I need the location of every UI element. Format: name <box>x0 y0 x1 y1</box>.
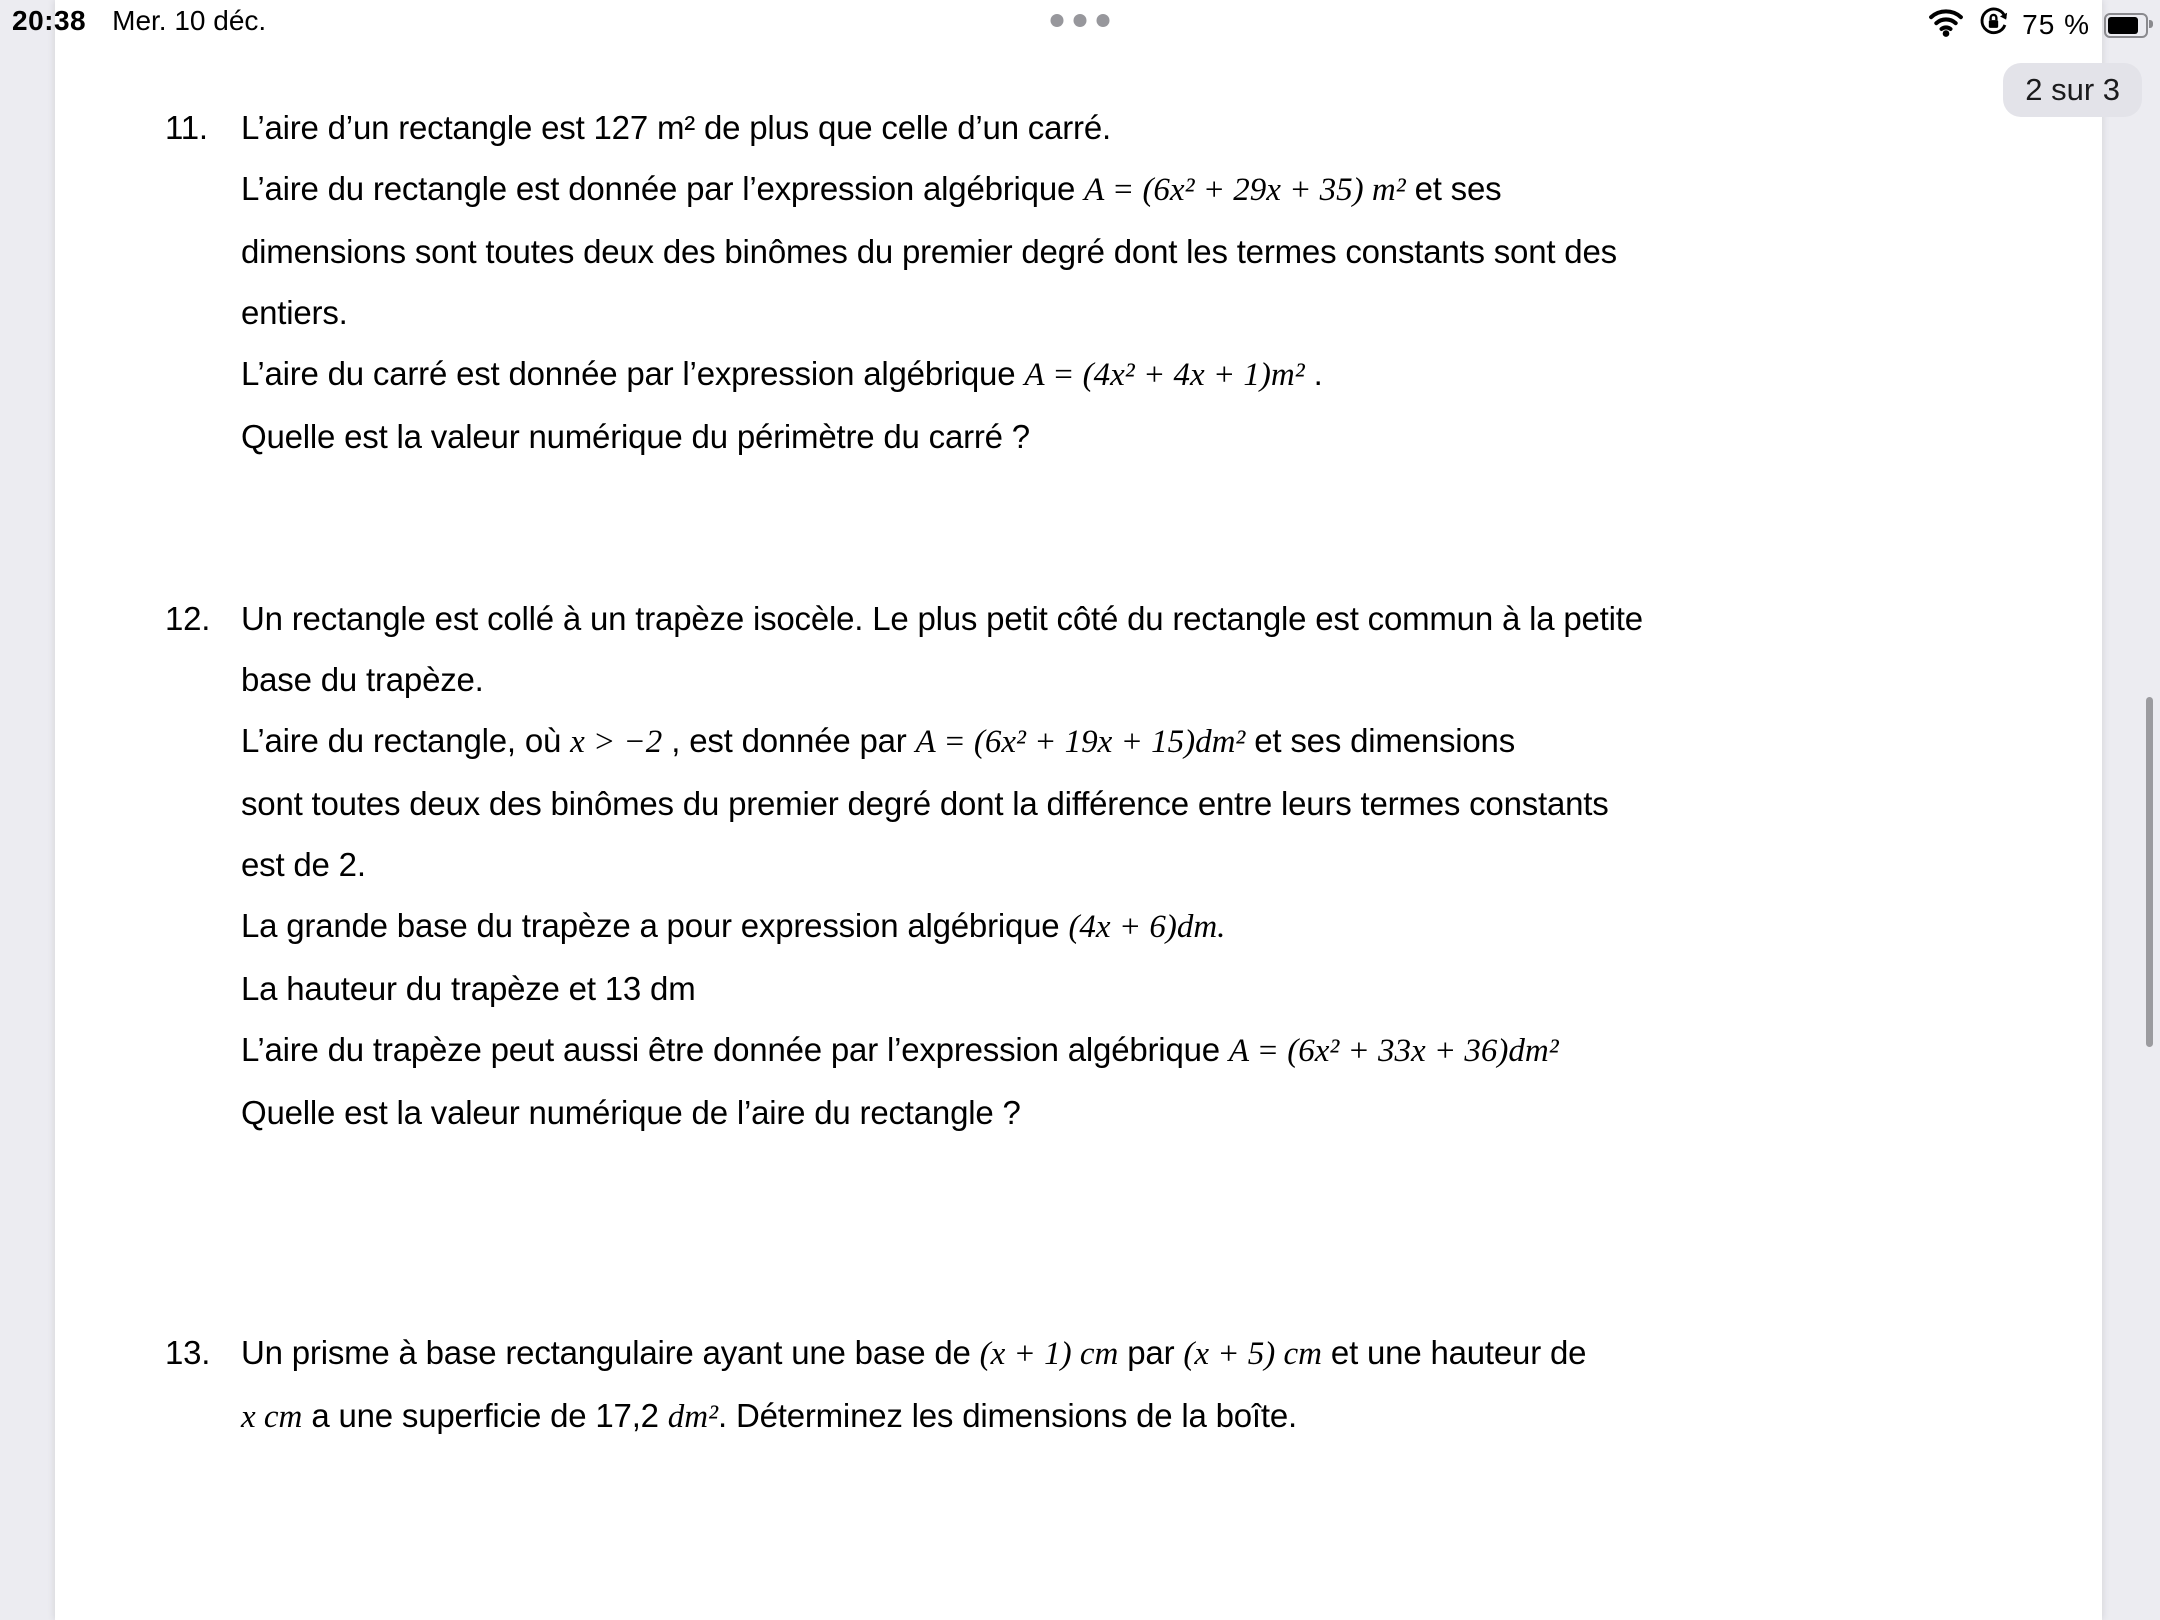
problem-number: 13. <box>165 1334 211 1371</box>
document-content <box>55 0 2102 1448</box>
problem-line: base du trapèze. <box>241 661 484 698</box>
problem-line: La hauteur du trapèze et 13 dm <box>241 970 696 1007</box>
orientation-lock-icon <box>1977 5 2010 45</box>
problem-line: dimensions sont toutes deux des binômes du premier degré dont les termes constants sont des <box>241 233 1617 270</box>
problem-line: Un prisme à base rectangulaire ayant une base de (x + 1) cm par (x + 5) cm et une hauteur de <box>241 1334 1587 1372</box>
problem-line: Quelle est la valeur numérique du périmètre du carré ? <box>241 418 1030 455</box>
battery-icon <box>2104 13 2148 38</box>
left-gutter <box>0 0 55 1620</box>
problem-item <box>55 1322 2102 1448</box>
problem-item <box>55 97 2102 467</box>
problem-line: Un rectangle est collé à un trapèze isocèle. Le plus petit côté du rectangle est commun à la petite <box>241 600 1643 637</box>
status-time: 20:38 <box>12 5 87 36</box>
problem-line: L’aire du trapèze peut aussi être donnée par l’expression algébrique A = (6x² + 33x + 36)dm² <box>241 1031 1559 1069</box>
problem-number: 11. <box>165 109 208 146</box>
problem-line: Quelle est la valeur numérique de l’aire du rectangle ? <box>241 1094 1021 1131</box>
problem-number: 12. <box>165 600 211 637</box>
problem-line: L’aire du carré est donnée par l’expression algébrique A = (4x² + 4x + 1)m² . <box>241 355 1323 393</box>
problem-line: L’aire du rectangle, où x > −2 , est donnée par A = (6x² + 19x + 15)dm² et ses dimensions <box>241 722 1516 760</box>
wifi-icon <box>1927 7 1965 44</box>
page-indicator-badge: 2 sur 3 <box>2003 63 2142 117</box>
problem-line: sont toutes deux des binômes du premier degré dont la différence entre leurs termes constants <box>241 785 1609 822</box>
problem-line: x cm a une superficie de 17,2 dm². Déterminez les dimensions de la boîte. <box>241 1397 1297 1435</box>
problem-line: entiers. <box>241 294 348 331</box>
multitasking-handle-icon[interactable] <box>1051 14 1110 27</box>
problem-item <box>55 588 2102 1143</box>
problem-line: L’aire du rectangle est donnée par l’expression algébrique A = (6x² + 29x + 35) m² et ses <box>241 170 1502 208</box>
status-bar <box>0 0 2160 44</box>
scrollbar-thumb[interactable] <box>2146 697 2153 1047</box>
battery-percent: 75 % <box>2022 9 2090 40</box>
problems <box>55 97 2102 1448</box>
problem-line: est de 2. <box>241 846 366 883</box>
status-date: Mer. 10 déc. <box>112 5 267 36</box>
problem-line: La grande base du trapèze a pour expression algébrique (4x + 6)dm. <box>241 907 1226 945</box>
problem-line: L’aire d’un rectangle est 127 m² de plus que celle d’un carré. <box>241 109 1111 146</box>
